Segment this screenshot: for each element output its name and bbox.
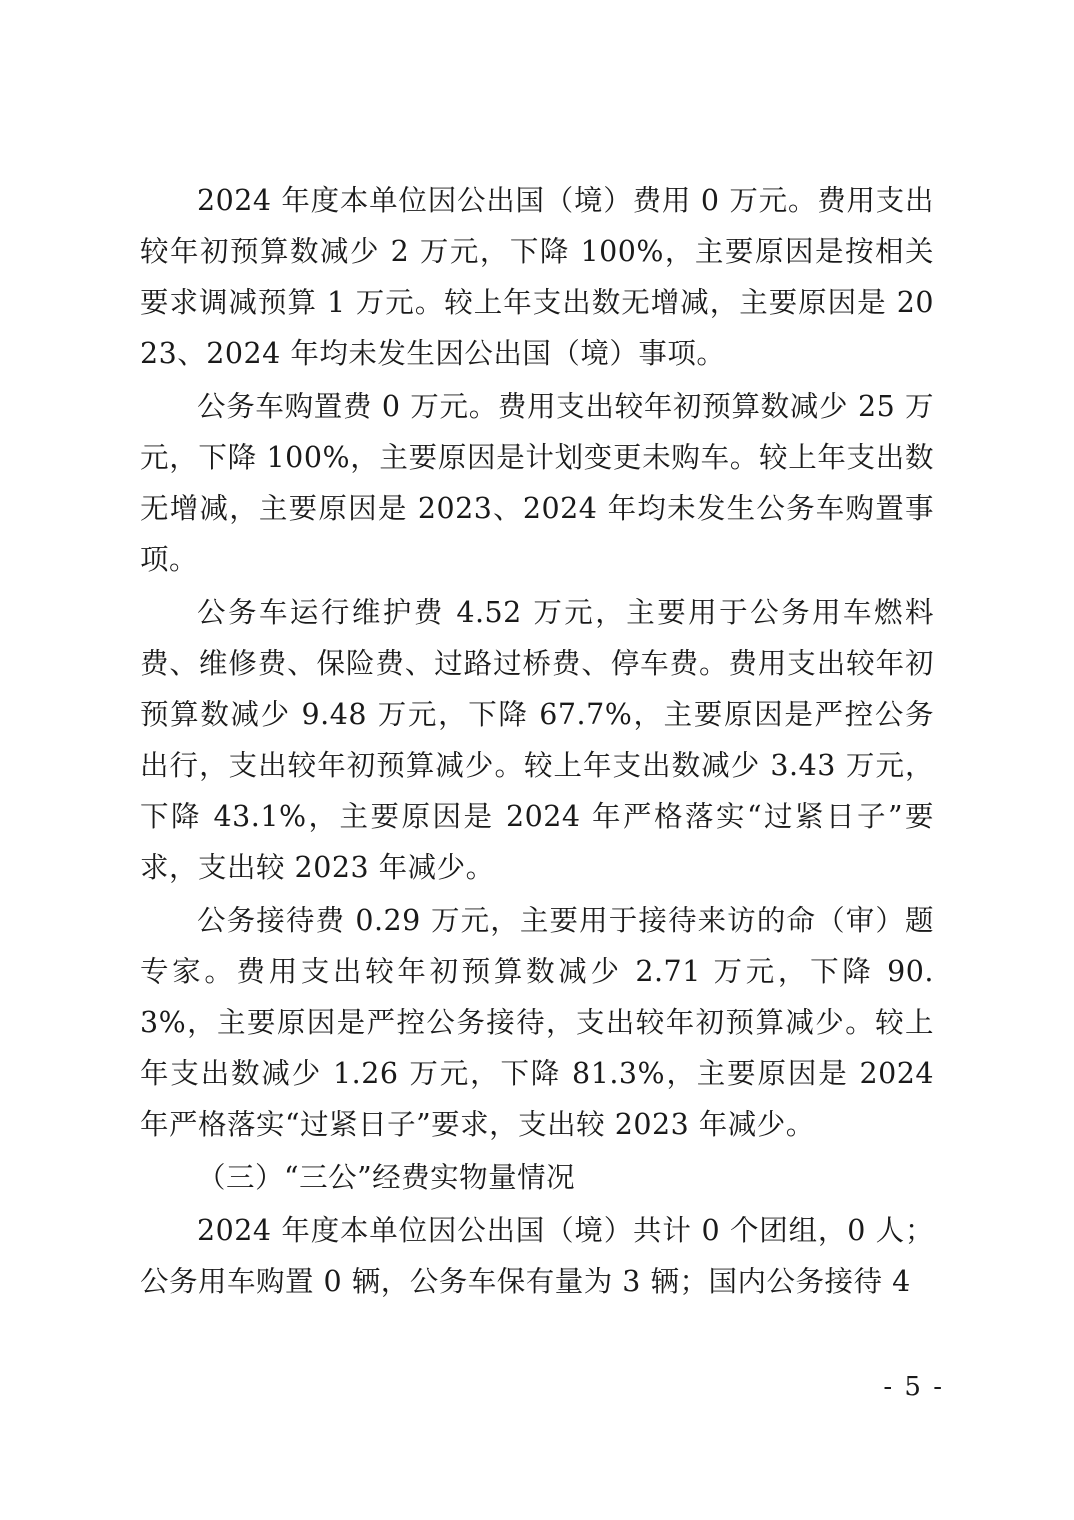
paragraph-vehicle-purchase: 公务车购置费 0 万元。费用支出较年初预算数减少 25 万元，下降 100%，主要原因是计划变更未购车。较上年支出数无增减，主要原因是 2023、2024 年均未发生公务车购置事项。 <box>140 390 934 576</box>
paragraph-physical-quantity: 2024 年度本单位因公出国（境）共计 0 个团组，0 人；公务用车购置 0 辆，公务车保有量为 3 辆；国内公务接待 4 <box>140 1214 934 1298</box>
section-heading: （三）“三公”经费实物量情况 <box>197 1161 576 1194</box>
paragraph-vehicle-maintenance: 公务车运行维护费 4.52 万元，主要用于公务用车燃料费、维修费、保险费、过路过桥费、停车费。费用支出较年初预算数减少 9.48 万元，下降 67.7%，主要原因是严控公务出行，支出较年初预算减少。较上年支出数减少 3.43 万元，下降 43.1%，主要原因是 2024 年严格落实“过紧日子”要求，支出较 2023 年减少。 <box>140 596 934 884</box>
paragraph-official-reception: 公务接待费 0.29 万元，主要用于接待来访的命（审）题专家。费用支出较年初预算数减少 2.71 万元，下降 90.3%，主要原因是严控公务接待，支出较年初预算减少。较上年支出数减少 1.26 万元，下降 81.3%，主要原因是 2024 年严格落实“过紧日子”要求，支出较 2023 年减少。 <box>140 904 934 1141</box>
page-content <box>140 175 934 1309</box>
paragraph-overseas-travel: 2024 年度本单位因公出国（境）费用 0 万元。费用支出较年初预算数减少 2 万元，下降 100%，主要原因是按相关要求调减预算 1 万元。较上年支出数无增减，主要原因是 2023、2024 年均未发生因公出国（境）事项。 <box>140 184 934 370</box>
page-number: - 5 - <box>883 1372 944 1402</box>
